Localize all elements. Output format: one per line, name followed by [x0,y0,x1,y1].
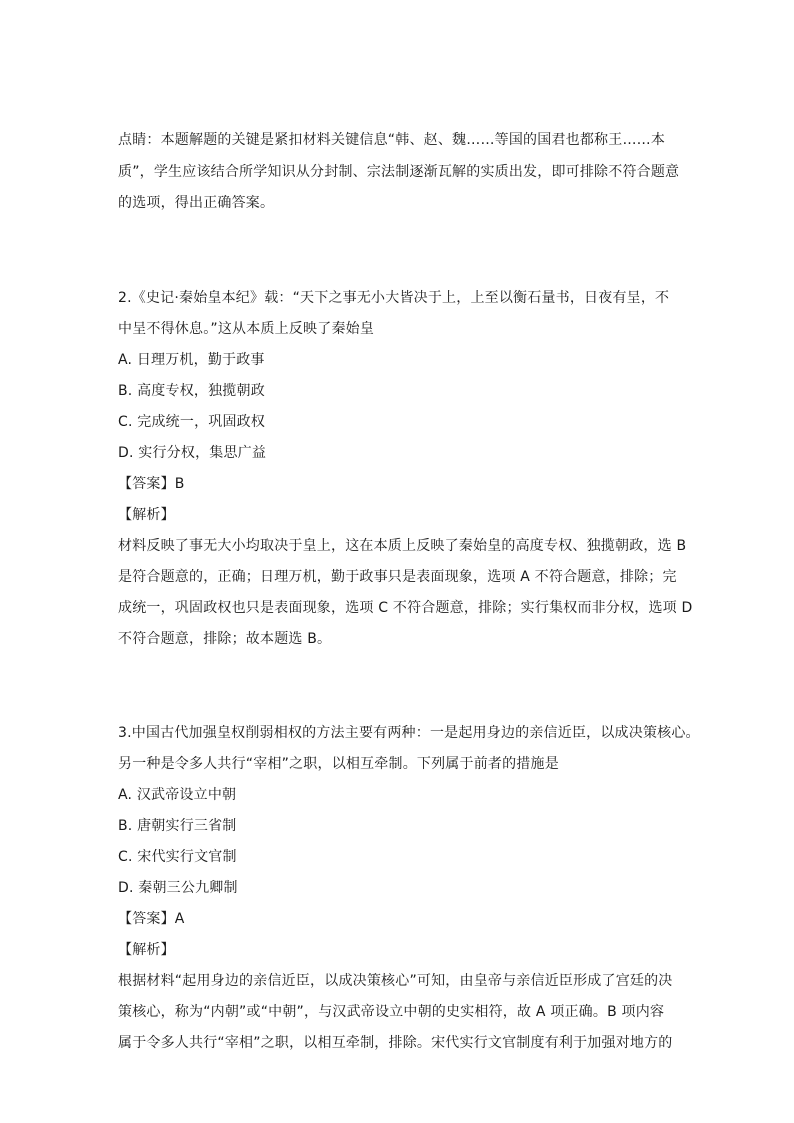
q3-stem-line-2: 另一种是令多人共行“宰相”之职，以相互牵制。下列属于前者的措施是 [118,756,559,772]
q3-option-a: A. 汉武帝设立中朝 [118,787,237,803]
q2-option-b: B. 高度专权，独揽朝政 [118,383,265,399]
tip-line-3: 的选项，得出正确答案。 [118,195,275,211]
q2-stem-line-1: 2.《史记·秦始皇本纪》载：“天下之事无小大皆决于上，上至以衡石量书，日夜有呈，不 [118,290,670,306]
q3-option-d: D. 秦朝三公九卿制 [118,880,238,896]
q3-analysis-line-3: 属于令多人共行“宰相”之职，以相互牵制，排除。宋代实行文官制度有利于加强对地方的 [118,1035,673,1051]
tip-line-1: 点睛：本题解题的关键是紧扣材料关键信息“韩、赵、魏……等国的国君也都称王……本 [118,132,666,148]
q3-analysis-label: 【解析】 [118,942,175,958]
q2-answer: 【答案】B [118,476,185,492]
q2-analysis-line-1: 材料反映了事无大小均取决于皇上，这在本质上反映了秦始皇的高度专权、独揽朝政，选 B [118,538,687,554]
q2-stem-line-2: 中呈不得休息。”这从本质上反映了秦始皇 [118,321,375,337]
q3-analysis-line-1: 根据材料“起用身边的亲信近臣，以成决策核心”可知，由皇帝与亲信近臣形成了宫廷的决 [118,973,673,989]
q2-analysis-line-2: 是符合题意的，正确；日理万机，勤于政事只是表面现象，选项 A 不符合题意，排除；完 [118,569,677,585]
q3-answer: 【答案】A [118,911,185,927]
q2-option-a: A. 日理万机，勤于政事 [118,352,265,368]
q3-stem-line-1: 3.中国古代加强皇权削弱相权的方法主要有两种：一是起用身边的亲信近臣，以成决策核心。 [118,725,700,741]
q2-option-c: C. 完成统一，巩固政权 [118,414,266,430]
tip-line-2: 质”，学生应该结合所学知识从分封制、宗法制逐渐瓦解的实质出发，即可排除不符合题意 [118,164,680,180]
q2-analysis-label: 【解析】 [118,507,175,523]
q2-analysis-line-3: 成统一，巩固政权也只是表面现象，选项 C 不符合题意，排除；实行集权而非分权，选项 D [118,600,693,616]
q3-analysis-line-2: 策核心，称为“内朝”或“中朝”，与汉武帝设立中朝的史实相符，故 A 项正确。B 项内容 [118,1004,665,1020]
q3-option-c: C. 宋代实行文官制 [118,849,237,865]
q2-analysis-line-4: 不符合题意，排除；故本题选 B。 [118,631,332,647]
q2-option-d: D. 实行分权，集思广益 [118,445,267,461]
q3-option-b: B. 唐朝实行三省制 [118,818,237,834]
